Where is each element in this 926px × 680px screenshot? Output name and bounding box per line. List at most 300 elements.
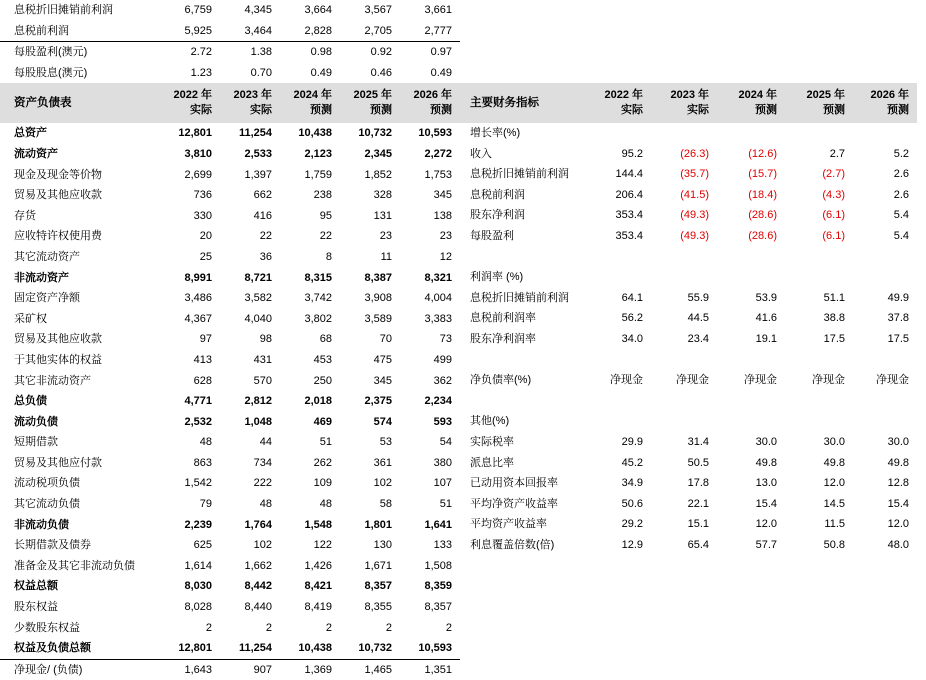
row-value: 48.0 (887, 538, 909, 551)
row-value: 49.8 (755, 456, 777, 469)
balance-sheet-header-row (0, 83, 460, 123)
row-value: 0.70 (250, 66, 272, 79)
table-row (0, 618, 460, 639)
row-value: 1,548 (304, 518, 332, 531)
row-value: (41.5) (680, 188, 709, 201)
row-value: 3,582 (244, 292, 272, 305)
row-value: 1,426 (304, 559, 332, 572)
row-value: 10,732 (358, 127, 392, 140)
row-value (853, 350, 917, 371)
row-value: 12.9 (621, 538, 643, 551)
row-value: 133 (433, 539, 452, 552)
row-value: 8,991 (184, 271, 212, 284)
table-row (0, 391, 460, 412)
table-row (0, 21, 460, 42)
year-type-label: 实际 (687, 104, 709, 116)
row-value: 353.4 (615, 229, 643, 242)
row-value: 30.0 (823, 435, 845, 448)
row-label: 每股盈利 (470, 229, 514, 242)
row-value: 144.4 (615, 168, 643, 181)
row-value: 2.6 (893, 168, 909, 181)
row-value: 12.8 (887, 477, 909, 490)
row-label: 净负债率(%) (470, 374, 532, 387)
row-value: 8,421 (304, 580, 332, 593)
table-row (0, 0, 460, 21)
table-row (460, 514, 917, 535)
table-row (0, 288, 460, 309)
year-type-label: 预测 (887, 104, 909, 116)
row-value: 1,764 (244, 518, 272, 531)
row-label: 平均资产收益率 (470, 518, 547, 531)
row-value: 1,852 (364, 168, 392, 181)
row-value: 11.5 (824, 518, 845, 531)
row-value (585, 350, 651, 371)
row-label: 息税前利润 (0, 21, 160, 42)
row-value: 2,018 (304, 395, 332, 408)
row-value: 29.9 (621, 435, 643, 448)
row-value: 17.5 (887, 332, 909, 345)
row-value: (15.7) (748, 168, 777, 181)
row-value: 11,254 (238, 127, 272, 140)
row-label: 其它非流动资产 (14, 374, 91, 387)
row-value: 50.6 (621, 497, 643, 510)
row-value: 2 (265, 621, 272, 634)
row-value: 73 (439, 333, 452, 346)
row-value: 2 (445, 621, 452, 634)
table-row (0, 247, 460, 268)
table-row (0, 123, 460, 144)
row-value: 10,593 (400, 638, 460, 659)
row-value: 625 (193, 539, 212, 552)
row-value: 51.1 (823, 291, 845, 304)
table-row (0, 473, 460, 494)
row-value: 2 (325, 621, 332, 634)
table-row (0, 412, 460, 433)
row-value (585, 411, 651, 432)
row-value (853, 411, 917, 432)
row-value: 3,486 (184, 292, 212, 305)
row-value: 250 (313, 374, 332, 387)
row-value: 79 (199, 498, 212, 511)
year-label: 2022 年 (604, 89, 643, 101)
row-value: 49.8 (887, 456, 909, 469)
row-value (651, 391, 717, 412)
year-type-label: 实际 (190, 104, 212, 117)
row-value: 12.0 (887, 518, 909, 531)
row-value: 475 (373, 353, 392, 366)
row-value: 15.4 (887, 497, 909, 510)
table-row (460, 535, 917, 556)
row-value: 0.92 (370, 46, 392, 59)
row-value (717, 391, 785, 412)
row-label: 收入 (470, 147, 492, 160)
row-value: 380 (433, 456, 452, 469)
row-value (585, 247, 651, 268)
table-row (0, 309, 460, 330)
row-value: 2.6 (893, 188, 909, 201)
row-value: 12,801 (160, 638, 220, 659)
table-row (0, 268, 460, 289)
row-value: 353.4 (615, 209, 643, 222)
row-value: (18.4) (748, 188, 777, 201)
row-value: 3,661 (424, 4, 452, 16)
row-value: 45.2 (621, 456, 643, 469)
balance-sheet-year-header (400, 83, 460, 123)
row-value: 2.7 (829, 147, 845, 160)
row-value: 3,664 (304, 4, 332, 16)
row-value: 2,532 (184, 415, 212, 428)
row-value: 2.72 (190, 46, 212, 59)
row-value: 102 (373, 477, 392, 490)
row-value: 107 (433, 477, 452, 490)
year-label: 2026 年 (413, 89, 452, 102)
row-value: 49.9 (887, 291, 909, 304)
row-label: 于其他实体的权益 (14, 353, 102, 366)
balance-sheet-body (0, 0, 460, 680)
row-label: 其它流动资产 (14, 250, 80, 263)
row-value: 29.2 (621, 518, 643, 531)
row-value: 3,464 (220, 21, 280, 42)
row-label: 长期借款及债券 (14, 539, 91, 552)
row-value: (35.7) (680, 168, 709, 181)
row-value (717, 247, 785, 268)
row-label: 股东净利润 (470, 209, 525, 222)
row-value (651, 123, 717, 144)
row-value: 238 (313, 189, 332, 202)
row-value (717, 267, 785, 288)
key-indicators-title: 主要财务指标 (460, 83, 585, 123)
table-row (0, 659, 460, 680)
row-label: 息税折旧摊销前利润 (14, 4, 113, 16)
row-value (651, 411, 717, 432)
row-value (585, 267, 651, 288)
year-type-label: 实际 (621, 104, 643, 116)
row-value: (12.6) (748, 147, 777, 160)
row-value: 48 (199, 436, 212, 449)
row-label: 少数股东权益 (14, 621, 80, 634)
row-value: (28.6) (748, 209, 777, 222)
row-label: 固定资产净额 (14, 292, 80, 305)
row-label: 贸易及其他应付款 (14, 456, 102, 469)
table-row (0, 638, 460, 659)
row-value: (6.1) (822, 229, 845, 242)
row-value: 5.4 (893, 229, 909, 242)
row-value (853, 391, 917, 412)
balance-sheet-year-header (160, 83, 220, 123)
row-value: 4,345 (244, 4, 272, 16)
row-value: 1,671 (364, 559, 392, 572)
row-value: 138 (433, 209, 452, 222)
table-row (460, 164, 917, 185)
row-value: 2,234 (424, 395, 452, 408)
row-value: 49.8 (823, 456, 845, 469)
row-value: 57.7 (755, 538, 777, 551)
year-label: 2022 年 (173, 89, 212, 102)
table-row (460, 267, 917, 288)
row-value: 8,440 (244, 601, 272, 614)
row-value: 3,810 (184, 147, 212, 160)
table-row (460, 432, 917, 453)
row-value: 19.1 (755, 332, 777, 345)
year-label: 2024 年 (738, 89, 777, 101)
row-value: 453 (313, 353, 332, 366)
row-value: 0.49 (430, 66, 452, 79)
table-row (0, 206, 460, 227)
row-value: 2,812 (244, 395, 272, 408)
year-type-label: 预测 (823, 104, 845, 116)
key-indicators-year-header (585, 83, 651, 123)
row-value (585, 123, 651, 144)
key-indicators-header-row (460, 83, 917, 123)
row-label: 股东权益 (14, 601, 58, 614)
row-value: 8,315 (304, 271, 332, 284)
row-value: 1,369 (304, 663, 332, 676)
row-value: 95.2 (621, 147, 643, 160)
row-label: 息税折旧摊销前利润 (470, 168, 569, 181)
row-value: 0.46 (370, 66, 392, 79)
row-value: 0.97 (430, 46, 452, 59)
table-row (460, 226, 917, 247)
row-value: 1,397 (244, 168, 272, 181)
table-row (0, 535, 460, 556)
table-row (0, 515, 460, 536)
row-value: 0.49 (310, 66, 332, 79)
row-label: 应收特许权使用费 (14, 230, 102, 243)
balance-sheet-year-header (280, 83, 340, 123)
row-value: 净现金 (676, 374, 709, 387)
row-value: 469 (313, 415, 332, 428)
balance-sheet-title: 资产负债表 (0, 83, 160, 123)
table-row (0, 226, 460, 247)
row-value: 48 (259, 498, 272, 511)
row-value: 13.0 (755, 477, 777, 490)
row-value: (49.3) (680, 209, 709, 222)
row-value: 1,614 (184, 559, 212, 572)
row-value: 1,542 (184, 477, 212, 490)
row-label: 息税前利润 (470, 188, 525, 201)
row-value: 361 (373, 456, 392, 469)
year-label: 2023 年 (233, 89, 272, 102)
row-value: 8,359 (424, 580, 452, 593)
row-value: 2,777 (400, 21, 460, 42)
table-row (0, 371, 460, 392)
row-value (717, 350, 785, 371)
row-value: 3,383 (424, 312, 452, 325)
row-value: 22 (319, 230, 332, 243)
row-value: 328 (373, 189, 392, 202)
row-label (460, 350, 585, 371)
year-type-label: 实际 (250, 104, 272, 117)
table-row (460, 453, 917, 474)
row-value: 净现金 (876, 374, 909, 387)
table-row (460, 391, 917, 412)
row-value: 44 (259, 436, 272, 449)
row-value: 8 (325, 250, 332, 263)
row-value: 1.38 (250, 46, 272, 59)
row-value: 15.1 (687, 518, 709, 531)
year-label: 2024 年 (293, 89, 332, 102)
row-value: 1,641 (424, 518, 452, 531)
row-value: 12 (439, 250, 452, 263)
key-indicators-body (460, 83, 917, 555)
row-value: 12.0 (755, 518, 777, 531)
row-value: 413 (193, 353, 212, 366)
row-value: 20 (199, 230, 212, 243)
row-value: 362 (433, 374, 452, 387)
row-value (785, 247, 853, 268)
row-label: 其他(%) (470, 415, 510, 428)
row-value: 8,721 (244, 271, 272, 284)
row-value: 36 (259, 250, 272, 263)
row-value: 10,732 (340, 638, 400, 659)
row-value: 22.1 (687, 497, 709, 510)
row-value: 1,759 (304, 168, 332, 181)
row-value: 1,643 (184, 663, 212, 676)
row-value: 2 (205, 621, 212, 634)
row-value: 3,802 (304, 312, 332, 325)
row-value: 2,375 (364, 395, 392, 408)
row-value: 1,508 (424, 559, 452, 572)
row-value: 122 (313, 539, 332, 552)
row-value: 3,742 (304, 292, 332, 305)
row-label: 每股股息(澳元) (14, 66, 88, 79)
row-value (785, 123, 853, 144)
row-value: (6.1) (822, 209, 845, 222)
row-label: 实际税率 (470, 435, 514, 448)
year-type-label: 预测 (370, 104, 392, 117)
row-value: 3,908 (364, 292, 392, 305)
table-row (0, 432, 460, 453)
year-label: 2025 年 (353, 89, 392, 102)
balance-sheet-year-header (220, 83, 280, 123)
row-value: 净现金 (610, 374, 643, 387)
row-value: 30.0 (887, 435, 909, 448)
row-value: 1,801 (364, 518, 392, 531)
row-value: 2,705 (340, 21, 400, 42)
table-row (0, 165, 460, 186)
key-indicators-year-header (785, 83, 853, 123)
row-value: 574 (373, 415, 392, 428)
row-value: (2.7) (822, 168, 845, 181)
row-value: (4.3) (822, 188, 845, 201)
table-row (0, 576, 460, 597)
row-label: 平均净资产收益率 (470, 497, 558, 510)
row-value: 907 (253, 663, 272, 676)
row-label: 采矿权 (14, 312, 47, 325)
table-row (0, 42, 460, 63)
row-value: 628 (193, 374, 212, 387)
row-value: 109 (313, 477, 332, 490)
row-value: 8,355 (364, 601, 392, 614)
table-row (460, 411, 917, 432)
year-type-label: 预测 (755, 104, 777, 116)
table-row (460, 123, 917, 144)
row-value: 0.98 (310, 46, 332, 59)
row-value (585, 391, 651, 412)
row-value: 570 (253, 374, 272, 387)
key-indicators-year-header (651, 83, 717, 123)
balance-sheet-year-header (340, 83, 400, 123)
balance-sheet-table (0, 0, 460, 680)
row-value: 净现金 (744, 374, 777, 387)
row-value: 55.9 (687, 291, 709, 304)
row-value: 25 (199, 250, 212, 263)
row-value: 41.6 (755, 312, 777, 325)
row-label: 利息覆盖倍数(倍) (470, 538, 555, 551)
table-row (460, 205, 917, 226)
table-row (0, 63, 460, 84)
table-row (460, 144, 917, 165)
row-value: 8,030 (184, 580, 212, 593)
row-label: 已动用资本回报率 (470, 477, 558, 490)
row-value: 330 (193, 209, 212, 222)
row-value (785, 411, 853, 432)
year-label: 2025 年 (806, 89, 845, 101)
row-value: 50.8 (823, 538, 845, 551)
year-label: 2023 年 (670, 89, 709, 101)
row-value: 734 (253, 456, 272, 469)
key-indicators-year-header (853, 83, 917, 123)
table-row (0, 494, 460, 515)
row-label: 现金及现金等价物 (14, 168, 102, 181)
row-label: 存货 (14, 209, 36, 222)
row-value (853, 267, 917, 288)
row-value (651, 267, 717, 288)
row-value: 2,828 (280, 21, 340, 42)
row-value: 17.5 (823, 332, 845, 345)
row-value (785, 350, 853, 371)
row-value: 8,357 (364, 580, 392, 593)
row-value: 11 (380, 250, 392, 263)
row-value: 23.4 (687, 332, 709, 345)
row-value: (26.3) (680, 147, 709, 160)
row-value: 10,438 (280, 638, 340, 659)
row-value: 130 (373, 539, 392, 552)
table-row (460, 473, 917, 494)
row-label: 权益及负债总额 (0, 638, 160, 659)
row-value (853, 123, 917, 144)
key-indicators-year-header (717, 83, 785, 123)
row-value: 593 (433, 415, 452, 428)
row-value: 2 (385, 621, 392, 634)
row-value: 净现金 (812, 374, 845, 387)
row-value: 102 (253, 539, 272, 552)
row-value: 4,771 (184, 395, 212, 408)
row-label: 股东净利润率 (470, 332, 536, 345)
table-row (0, 144, 460, 165)
row-value (651, 350, 717, 371)
row-label: 贸易及其他应收款 (14, 333, 102, 346)
row-label: 增长率(%) (470, 127, 521, 139)
row-value (785, 267, 853, 288)
row-value: 22 (259, 230, 272, 243)
row-value: 262 (313, 456, 332, 469)
table-row (460, 329, 917, 350)
table-row (460, 185, 917, 206)
row-value: 51 (439, 498, 452, 511)
table-row (460, 288, 917, 309)
row-value: 51 (319, 436, 332, 449)
row-value: 1,351 (424, 663, 452, 676)
row-value: 4,004 (424, 292, 452, 305)
year-type-label: 预测 (310, 104, 332, 117)
row-value: 8,442 (244, 580, 272, 593)
row-value: 3,589 (364, 312, 392, 325)
row-value: 70 (379, 333, 392, 346)
row-value (717, 123, 785, 144)
row-value: 2,533 (244, 147, 272, 160)
row-label: 流动资产 (14, 147, 58, 160)
